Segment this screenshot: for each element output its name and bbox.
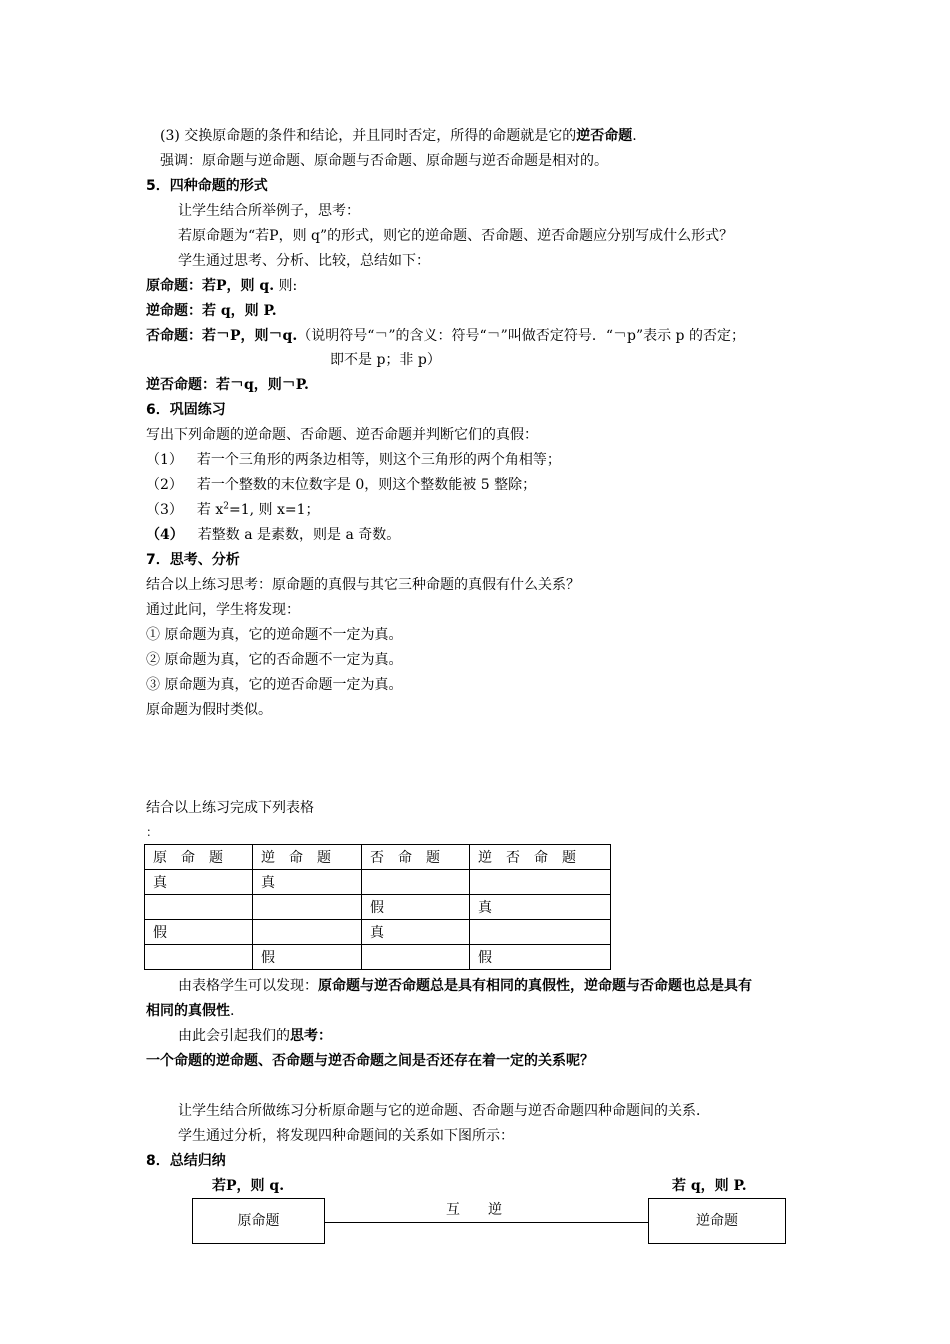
table-row xyxy=(145,945,611,970)
section-5-heading: 5．四种命题的形式 xyxy=(146,178,268,194)
header-original: 原 命 题 xyxy=(145,845,253,870)
exercise-item-2: （2） 若一个整数的末位数字是 0，则这个整数能被 5 整除； xyxy=(146,477,537,493)
conclusion-line-2: 相同的真假性. xyxy=(146,1003,235,1019)
exercise-item-3: （3） 若 $x^2=1$, 则 x=1； xyxy=(146,501,320,518)
header-inverse: 否 命 题 xyxy=(362,845,470,870)
table-cell: 假 xyxy=(253,945,362,970)
diagram-right-label: 若 q，则 P. xyxy=(672,1178,747,1194)
converse-proposition-line: 逆命题：若 q，则 P. xyxy=(146,303,277,319)
table-cell xyxy=(253,920,362,945)
table-cell: 假 xyxy=(470,945,611,970)
table-row xyxy=(145,895,611,920)
table-caption-colon: ： xyxy=(146,825,159,839)
key-question: 一个命题的逆命题、否命题与逆否命题之间是否还存在着一定的关系呢？ xyxy=(146,1053,594,1069)
analysis-paragraph-2: 学生通过分析，将发现四种命题间的关系如下图所示： xyxy=(178,1128,514,1144)
table-cell: 真 xyxy=(145,870,253,895)
table-cell xyxy=(145,945,253,970)
table-header-row xyxy=(145,845,611,870)
s5-paragraph-3: 学生通过思考、分析、比较，总结如下： xyxy=(178,253,430,269)
table-cell: 假 xyxy=(362,895,470,920)
exercise-item-1: （1） 若一个三角形的两条边相等，则这个三角形的两个角相等； xyxy=(146,452,561,468)
table-caption: 结合以上练习完成下列表格 xyxy=(146,800,314,816)
table-cell: 假 xyxy=(145,920,253,945)
s7-paragraph-3: 原命题为假时类似。 xyxy=(146,702,272,718)
inverse-proposition-line: 否命题：若￢P，则￢q.（说明符号“￢”的含义：符号“￢”叫做否定符号．“￢p”表示 p 的否定； xyxy=(146,328,745,344)
header-contrapositive: 逆 否 命 题 xyxy=(470,845,611,870)
truth-table xyxy=(144,844,611,970)
intro-line-1: (3) 交换原命题的条件和结论，并且同时否定，所得的命题就是它的逆否命题. xyxy=(160,128,637,144)
header-converse: 逆 命 题 xyxy=(253,845,362,870)
table-cell xyxy=(362,945,470,970)
s6-intro: 写出下列命题的逆命题、否命题、逆否命题并判断它们的真假： xyxy=(146,427,538,443)
finding-2: ② 原命题为真，它的否命题不一定为真。 xyxy=(146,652,403,668)
contrapositive-line: 逆否命题：若￢q，则￢P. xyxy=(146,377,309,393)
finding-1: ① 原命题为真，它的逆命题不一定为真。 xyxy=(146,627,403,643)
table-cell xyxy=(253,895,362,920)
table-row xyxy=(145,870,611,895)
mutual-converse-label: 互 逆 xyxy=(446,1202,502,1218)
inverse-proposition-note: 即不是 p；非 p） xyxy=(330,352,441,368)
exercise-item-4: （4） 若整数 a 是素数，则是 a 奇数。 xyxy=(146,527,401,543)
conclusion-line-1: 由表格学生可以发现：原命题与逆否命题总是具有相同的真假性，逆命题与否命题也总是具有 xyxy=(178,978,752,994)
s7-paragraph-1: 结合以上练习思考：原命题的真假与其它三种命题的真假有什么关系？ xyxy=(146,577,580,593)
original-proposition-line: 原命题：若P，则 q. 则: xyxy=(146,278,298,294)
table-cell xyxy=(470,870,611,895)
original-proposition-box: 原命题 xyxy=(192,1198,325,1244)
table-cell: 真 xyxy=(362,920,470,945)
converse-proposition-box: 逆命题 xyxy=(648,1198,786,1244)
s5-paragraph-1: 让学生结合所举例子，思考： xyxy=(178,203,360,219)
finding-3: ③ 原命题为真，它的逆否命题一定为真。 xyxy=(146,677,403,693)
thinking-prompt: 由此会引起我们的思考： xyxy=(178,1028,332,1044)
table-row xyxy=(145,920,611,945)
table-cell xyxy=(362,870,470,895)
section-7-heading: 7．思考、分析 xyxy=(146,552,240,568)
intro-line-2: 强调：原命题与逆命题、原命题与否命题、原命题与逆否命题是相对的。 xyxy=(160,153,608,169)
table-cell xyxy=(470,920,611,945)
table-cell xyxy=(145,895,253,920)
section-8-heading: 8．总结归纳 xyxy=(146,1153,226,1169)
s7-paragraph-2: 通过此问，学生将发现： xyxy=(146,602,300,618)
connector-line xyxy=(324,1222,648,1223)
diagram-left-label: 若P，则 q. xyxy=(212,1178,285,1194)
s5-paragraph-2: 若原命题为“若P，则 q”的形式，则它的逆命题、否命题、逆否命题应分别写成什么形式？ xyxy=(178,228,734,244)
table-cell: 真 xyxy=(253,870,362,895)
section-6-heading: 6．巩固练习 xyxy=(146,402,226,418)
analysis-paragraph-1: 让学生结合所做练习分析原命题与它的逆命题、否命题与逆否命题四种命题间的关系． xyxy=(178,1103,710,1119)
table-cell: 真 xyxy=(470,895,611,920)
